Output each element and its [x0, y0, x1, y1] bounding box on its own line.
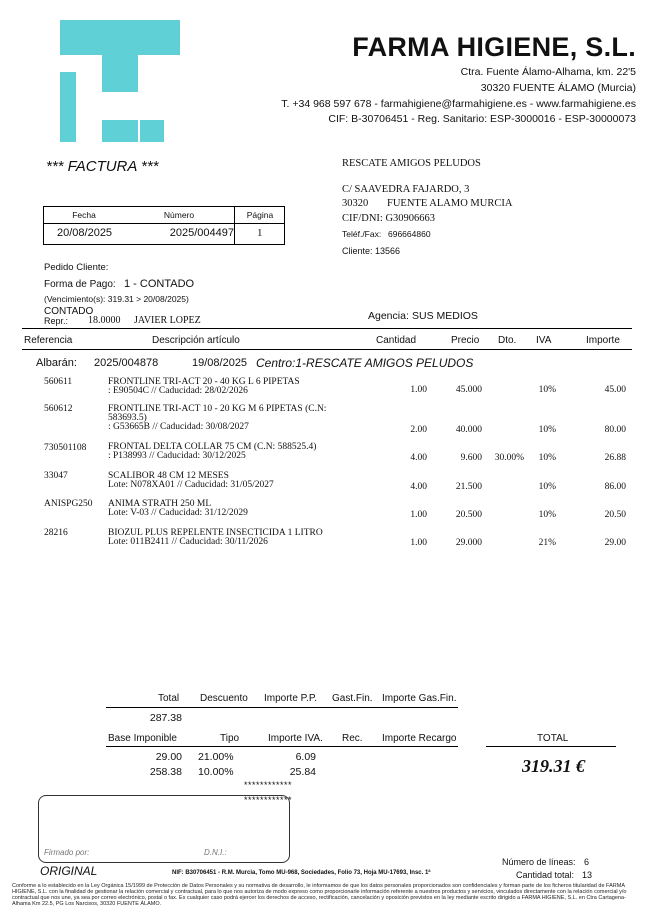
item-qty: 1.00 — [410, 385, 427, 395]
item-price: 40.000 — [455, 425, 482, 435]
client-number: Cliente: 13566 — [342, 246, 401, 256]
item-ref: 33047 — [44, 471, 68, 481]
company-cif: CIF: B-30706451 - Reg. Sanitario: ESP-3000016 - ESP-30000073 — [328, 113, 636, 125]
item-desc: FRONTAL DELTA COLLAR 75 CM (C.N: 588525.4) — [108, 442, 317, 452]
company-address-1: Ctra. Fuente Álamo-Alhama, km. 22'5 — [460, 66, 636, 78]
col-precio: Precio — [451, 335, 480, 346]
grand-total-label: TOTAL — [537, 733, 569, 744]
item-desc: BIOZUL PLUS REPELENTE INSECTICIDA 1 LITRO — [108, 528, 323, 538]
item-ref: ANISPG250 — [44, 499, 93, 509]
item-lot: : G53665B // Caducidad: 30/08/2027 — [108, 422, 249, 432]
item-qty: 1.00 — [410, 510, 427, 520]
signature-box — [38, 795, 293, 863]
registry-line: NIF: B30706451 - R.M. Murcia, Tomo MU-968, Sociedades, Folio 73, Hoja MU-17693, Insc. 1ª — [172, 870, 431, 876]
item-lot: : P138993 // Caducidad: 30/12/2025 — [108, 451, 246, 461]
descuento-label: Descuento — [200, 693, 248, 704]
item-amount: 20.50 — [604, 510, 626, 520]
invoice-date: 20/08/2025 — [57, 227, 113, 239]
num-lineas: 6 — [584, 857, 590, 867]
item-iva: 10% — [538, 453, 556, 463]
total-label: Total — [158, 693, 180, 704]
item-amount: 45.00 — [604, 385, 626, 395]
cantidad-total-label: Cantidad total: — [516, 870, 575, 880]
gast-fin-label: Gast.Fin. — [332, 693, 373, 704]
invoice-header-box — [43, 206, 285, 245]
item-desc: SCALIBOR 48 CM 12 MESES — [108, 471, 229, 481]
forma-pago: 1 - CONTADO — [124, 278, 195, 290]
client-postal: 30320 — [342, 198, 369, 209]
tax-base: 29.00 — [155, 751, 182, 763]
vencimiento: (Vencimiento(s): 319.31 > 20/08/2025) — [44, 294, 189, 304]
agencia-label: Agencia: — [368, 310, 409, 322]
company-logo — [60, 20, 180, 155]
item-amount: 29.00 — [604, 538, 626, 548]
client-cif: CIF/DNI: G30906663 — [342, 213, 436, 224]
albaran-centro: Centro:1-RESCATE AMIGOS PELUDOS — [256, 356, 474, 370]
item-desc: ANIMA STRATH 250 ML — [108, 499, 212, 509]
item-desc: FRONTLINE TRI-ACT 20 - 40 KG L 6 PIPETAS — [108, 377, 300, 387]
tax-rate: 10.00% — [198, 766, 234, 778]
tax-base: 258.38 — [149, 766, 182, 778]
total-value: 287.38 — [149, 712, 182, 724]
col-dto: Dto. — [498, 335, 517, 346]
item-price: 45.000 — [455, 385, 482, 395]
client-tel-label: Teléf./Fax: — [342, 229, 382, 239]
stars-line-2: ************ — [244, 795, 293, 805]
tax-amount: 6.09 — [295, 751, 316, 763]
pedido-cliente: Pedido Cliente: — [44, 262, 109, 273]
item-qty: 2.00 — [410, 425, 427, 435]
company-contact: T. +34 968 597 678 - farmahigiene@farmahigiene.es - www.farmahigiene.es — [281, 98, 636, 110]
pagina-label: Página — [246, 210, 274, 220]
dni-label: D.N.I.: — [204, 848, 227, 857]
client-tel: 696664860 — [388, 229, 431, 239]
stars-line-1: ************ — [244, 780, 293, 790]
item-amount: 86.00 — [604, 482, 626, 492]
item-iva: 21% — [538, 538, 556, 548]
item-ref: 560611 — [44, 377, 73, 387]
firmado-label: Firmado por: — [44, 848, 90, 857]
item-iva: 10% — [538, 510, 556, 520]
company-address-2: 30320 FUENTE ÁLAMO (Murcia) — [480, 82, 636, 94]
forma-pago-label: Forma de Pago: — [44, 279, 116, 290]
item-price: 9.600 — [460, 453, 482, 463]
client-street: C/ SAAVEDRA FAJARDO, 3 — [342, 184, 470, 195]
client-city: FUENTE ALAMO MURCIA — [387, 198, 513, 209]
base-imponible-label: Base Imponible — [108, 733, 177, 744]
client-name: RESCATE AMIGOS PELUDOS — [342, 158, 481, 169]
legal-notice: Conforme a lo establecido en la Ley Orgánica 15/1999 de Protección de Datos Personales y su normativa de desarrollo, le informamos de que los datos personales proporcionados son confidenciales y forman parte de los ficheros titularidad de FARMA HIGIENE, S.L. con la finalidad de gestionar la relación comercial y contractual, para lo que nos autoriza de modo expreso como proporcionarle información referente a nuestros productos y servicios, vinculados directamente con la relación comercial y/o contractual que nos une, ya sea por correo electrónico, postal o fax. Es cualquier caso podrá ejercer los derechos de acceso, rectificación, cancelación y oposición previstos en la ley mediante escrito dirigido a FARMA HIGIENE, S.L. en Ctra Cartagena-Alhama Km 22.5, PG Los Narcisos, 30320 FUENTE ÁLAMO. — [12, 883, 627, 907]
item-iva: 10% — [538, 482, 556, 492]
item-price: 21.500 — [455, 482, 482, 492]
importe-gas-fin-label: Importe Gas.Fin. — [382, 693, 457, 704]
item-amount: 80.00 — [604, 425, 626, 435]
num-lineas-label: Número de líneas: — [502, 857, 576, 867]
tipo-label: Tipo — [220, 733, 240, 744]
col-importe: Importe — [586, 335, 620, 346]
item-lot: Lote: 011B2411 // Caducidad: 30/11/2026 — [108, 537, 268, 547]
importe-pp-label: Importe P.P. — [264, 693, 317, 704]
item-price: 29.000 — [455, 538, 482, 548]
repr-name: JAVIER LOPEZ — [134, 315, 201, 326]
item-desc-cont: 583693.5) — [108, 413, 147, 423]
agencia: SUS MEDIOS — [412, 310, 478, 322]
item-amount: 26.88 — [604, 453, 626, 463]
item-lot: Lote: V-03 // Caducidad: 31/12/2029 — [108, 508, 248, 518]
grand-total-value: 319.31 € — [522, 756, 585, 776]
tax-amount: 25.84 — [289, 766, 316, 778]
albaran-date: 19/08/2025 — [192, 357, 248, 369]
document-title: *** FACTURA *** — [46, 158, 159, 175]
repr-label: Repr.: — [44, 316, 69, 326]
item-desc: FRONTLINE TRI-ACT 10 - 20 KG M 6 PIPETAS (C.N: — [108, 404, 327, 414]
cantidad-total: 13 — [582, 870, 593, 880]
item-ref: 730501108 — [44, 443, 87, 453]
repr-code: 18.0000 — [88, 315, 121, 326]
rec-label: Rec. — [342, 733, 363, 744]
invoice-number: 2025/004497 — [169, 227, 234, 239]
original-label: ORIGINAL — [40, 864, 98, 878]
albaran-label: Albarán: — [36, 357, 77, 369]
item-lot: : E90504C // Caducidad: 28/02/2026 — [108, 386, 248, 396]
item-iva: 10% — [538, 425, 556, 435]
item-qty: 1.00 — [410, 538, 427, 548]
item-ref: 28216 — [44, 528, 68, 538]
item-qty: 4.00 — [410, 482, 427, 492]
importe-recargo-label: Importe Recargo — [382, 733, 457, 744]
item-iva: 10% — [538, 385, 556, 395]
item-qty: 4.00 — [410, 453, 427, 463]
company-name: FARMA HIGIENE, S.L. — [352, 32, 636, 62]
tax-rate: 21.00% — [198, 751, 234, 763]
numero-label: Número — [163, 210, 195, 220]
albaran-number: 2025/004878 — [94, 357, 159, 369]
page-number: 1 — [257, 227, 263, 239]
item-discount: 30.00% — [494, 453, 524, 463]
item-ref: 560612 — [44, 404, 73, 414]
item-price: 20.500 — [455, 510, 482, 520]
item-lot: Lote: N078XA01 // Caducidad: 31/05/2027 — [108, 480, 274, 490]
importe-iva-label: Importe IVA. — [268, 733, 323, 744]
fecha-label: Fecha — [72, 210, 96, 220]
contado-label: CONTADO — [44, 306, 94, 317]
col-descripcion: Descripción artículo — [152, 335, 240, 346]
col-iva: IVA — [536, 335, 552, 346]
col-cantidad: Cantidad — [376, 335, 417, 346]
col-referencia: Referencia — [24, 335, 73, 346]
